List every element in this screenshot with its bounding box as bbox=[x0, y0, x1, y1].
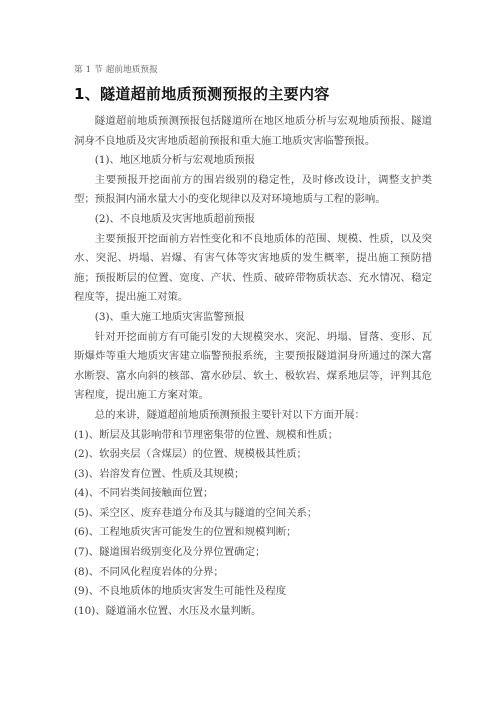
running-header: 第 1 节 超前地质预报 bbox=[74, 65, 158, 75]
body-text bbox=[74, 112, 432, 621]
paragraph: 隧道超前地质预测预报包括隧道所在地区地质分析与宏观地质预报、隧道洞身不良地质及灾害地质超前预报和重大施工地质灾害临警预报。 bbox=[74, 115, 432, 147]
paragraph: 主要预报开挖面前方的围岩级别的稳定性，及时修改设计，调整支护类型；预报洞内涌水量大小的变化规律以及对环境地质与工程的影响。 bbox=[74, 173, 432, 206]
list-item: (1)、断层及其影响带和节理密集带的位置、规模和性质； bbox=[74, 428, 339, 441]
list-item: (8)、不同风化程度岩体的分界； bbox=[74, 565, 224, 578]
list-item: (6)、工程地质灾害可能发生的位置和规模判断； bbox=[74, 526, 297, 539]
section-title: 1、隧道超前地质预测预报的主要内容 bbox=[74, 85, 330, 103]
list-item: (2)、软弱夹层（含煤层）的位置、规模极其性质； bbox=[74, 448, 307, 461]
list-item: (4)、不同岩类间接触面位置； bbox=[74, 487, 214, 500]
list-item: (7)、隧道围岩级别变化及分界位置确定； bbox=[74, 546, 266, 559]
list-item: (5)、采空区、废弃巷道分布及其与隧道的空间关系； bbox=[74, 506, 318, 519]
list-item: (10)、隧道涌水位置、水压及水量判断。 bbox=[74, 604, 262, 617]
paragraph: 主要预报开挖面前方岩性变化和不良地质体的范围、规模、性质，以及突水、突泥、坍塌、岩爆、有害气体等灾害地质的发生概率，提出施工预防措施；预报断层的位置、宽度、产状、性质、破碎带物质状态、充水情况、稳定程度等，提出施工对策。 bbox=[74, 232, 432, 304]
paragraph: 总的来讲，隧道超前地质预测预报主要针对以下方面开展： bbox=[94, 408, 365, 421]
subheading: (3)、重大施工地质灾害监警预报 bbox=[94, 310, 245, 323]
list-item: (3)、岩溶发育位置、性质及其规模； bbox=[74, 467, 245, 480]
paragraph: 针对开挖面前方有可能引发的大规模突水、突泥、坍塌、冒落、变形、瓦斯爆炸等重大地质灾害建立临警预报系统，主要预报隧道洞身所通过的深大富水断裂、富水向斜的核部、富水砂层、软土、极软岩、煤系地层等，评判其危害程度，提出施工方案对策。 bbox=[74, 330, 432, 402]
list-item: (9)、不良地质体的地质灾害发生可能性及程度 bbox=[74, 585, 287, 598]
subheading: (1)、地区地质分析与宏观地质预报 bbox=[94, 154, 255, 167]
subheading: (2)、不良地质及灾害地质超前预报 bbox=[94, 212, 255, 225]
